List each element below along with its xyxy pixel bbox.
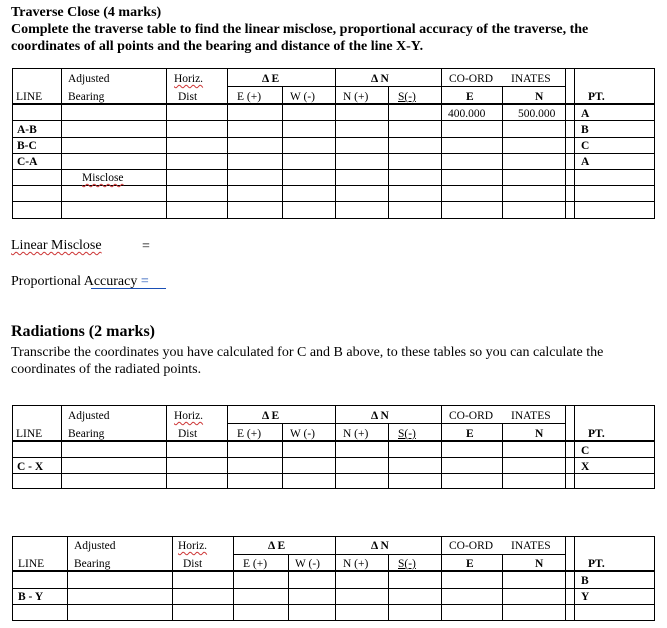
- linear-misclose-equals: =: [142, 239, 150, 254]
- traverse-instruction-line1: Complete the traverse table to find the linear misclose, proportional accuracy of the traverse, the: [11, 22, 589, 37]
- col-header-n-plus: N (+): [343, 91, 369, 103]
- r2-pt-start: B: [581, 575, 589, 587]
- col-header-inates: INATES: [511, 73, 551, 85]
- r2-header-e: E: [466, 558, 474, 570]
- start-easting: 400.000: [448, 108, 486, 120]
- col-header-dist: Dist: [178, 91, 198, 103]
- col-header-bearing: Bearing: [68, 91, 105, 103]
- radiations-title: Radiations (2 marks): [11, 323, 156, 340]
- r2-header-pt: PT.: [588, 558, 605, 570]
- r1-header-n-plus: N (+): [343, 428, 369, 440]
- r2-header-e-plus: E (+): [243, 558, 268, 570]
- r1-pt-start: C: [581, 445, 590, 457]
- r1-header-inates: INATES: [511, 410, 551, 422]
- row-line-b-c: B-C: [17, 140, 37, 152]
- r2-header-n-plus: N (+): [343, 558, 369, 570]
- r2-header-s-minus: S(-): [398, 558, 416, 570]
- r2-header-line: LINE: [18, 558, 45, 570]
- misclose-label: Misclose: [82, 172, 124, 184]
- row-pt-a: A: [581, 156, 590, 168]
- r1-header-e-plus: E (+): [237, 428, 262, 440]
- pt-start: A: [581, 108, 590, 120]
- r2-header-horiz: Horiz.: [178, 540, 208, 552]
- col-header-line: LINE: [16, 91, 43, 103]
- linear-misclose-text: Linear Misclose: [11, 238, 102, 253]
- r1-header-w-minus: W (-): [290, 428, 316, 440]
- r2-row-line: B - Y: [18, 591, 44, 603]
- col-header-e-plus: E (+): [237, 91, 262, 103]
- r2-header-coord: CO-ORD: [449, 540, 494, 552]
- r2-header-n: N: [535, 558, 544, 570]
- radiations-instruction-line2: coordinates of the radiated points.: [11, 362, 202, 377]
- r2-header-delta-n: Δ N: [371, 540, 389, 552]
- col-header-coord: CO-ORD: [449, 73, 494, 85]
- r1-header-dist: Dist: [178, 428, 198, 440]
- r1-header-delta-n: Δ N: [371, 410, 389, 422]
- col-header-horiz: Horiz.: [174, 73, 204, 85]
- r2-header-inates: INATES: [511, 540, 551, 552]
- r1-header-n: N: [535, 428, 544, 440]
- r2-header-dist: Dist: [183, 558, 203, 570]
- r2-header-delta-e: Δ E: [268, 540, 286, 552]
- col-header-w-minus: W (-): [290, 91, 316, 103]
- r1-header-pt: PT.: [588, 428, 605, 440]
- proportional-accuracy-text: Proportional Accuracy: [11, 274, 138, 289]
- r1-row-line: C - X: [17, 461, 44, 473]
- col-header-s-minus: S(-): [398, 91, 416, 103]
- proportional-accuracy-equals: =: [140, 274, 149, 289]
- traverse-instruction-line2: coordinates of all points and the bearing and distance of the line X-Y.: [11, 39, 424, 54]
- col-header-e: E: [466, 91, 474, 103]
- row-line-a-b: A-B: [17, 124, 37, 136]
- r2-header-w-minus: W (-): [295, 558, 321, 570]
- r1-header-bearing: Bearing: [68, 428, 105, 440]
- row-pt-b: B: [581, 124, 589, 136]
- col-header-delta-e: Δ E: [262, 73, 280, 85]
- r2-header-bearing: Bearing: [74, 558, 111, 570]
- r1-header-delta-e: Δ E: [262, 410, 280, 422]
- r2-pt-end: Y: [581, 591, 590, 603]
- col-header-delta-n: Δ N: [371, 73, 389, 85]
- r1-header-line: LINE: [16, 428, 43, 440]
- r1-header-adjusted: Adjusted: [68, 410, 110, 422]
- r1-header-coord: CO-ORD: [449, 410, 494, 422]
- radiations-instruction-line1: Transcribe the coordinates you have calculated for C and B above, to these tables so you can calculate the: [11, 345, 604, 360]
- r1-header-s-minus: S(-): [398, 428, 416, 440]
- r2-header-adjusted: Adjusted: [74, 540, 116, 552]
- start-northing: 500.000: [518, 108, 556, 120]
- traverse-title: Traverse Close (4 marks): [11, 5, 162, 20]
- r1-header-e: E: [466, 428, 474, 440]
- r1-header-horiz: Horiz.: [174, 410, 204, 422]
- col-header-adjusted: Adjusted: [68, 73, 110, 85]
- row-line-c-a: C-A: [17, 156, 38, 168]
- row-pt-c: C: [581, 140, 590, 152]
- col-header-n: N: [535, 91, 544, 103]
- r1-pt-end: X: [581, 461, 590, 473]
- col-header-pt: PT.: [588, 91, 605, 103]
